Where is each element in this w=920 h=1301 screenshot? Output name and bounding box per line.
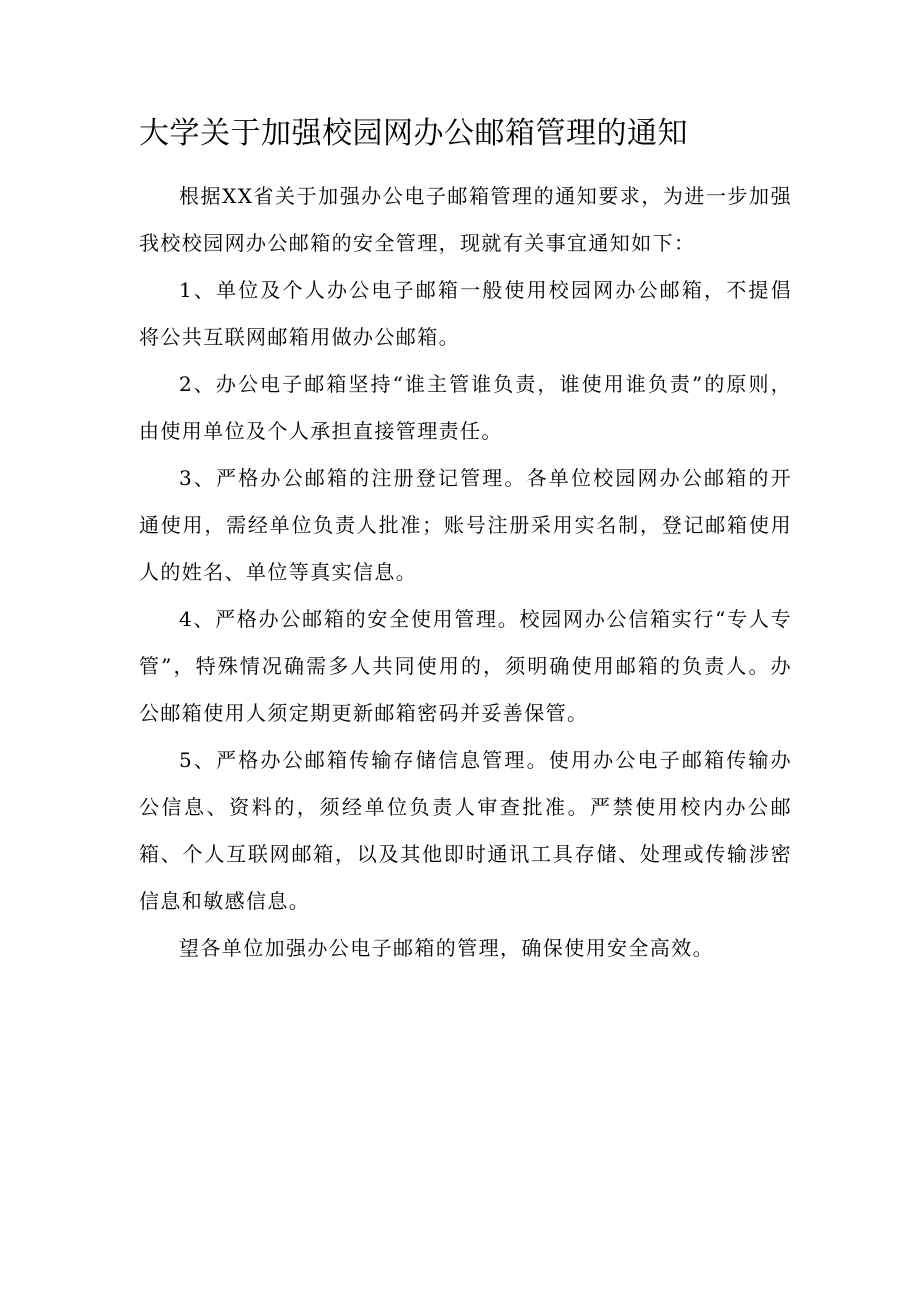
paragraph-item-1: 1、单位及个人办公电子邮箱一般使用校园网办公邮箱，不提倡将公共互联网邮箱用做办公邮箱。 <box>139 278 792 349</box>
paragraph-item-5: 5、严格办公邮箱传输存储信息管理。使用办公电子邮箱传输办公信息、资料的，须经单位负责人审查批准。严禁使用校内办公邮箱、个人互联网邮箱，以及其他即时通讯工具存储、处理或传输涉密信息和敏感信息。 <box>139 748 792 913</box>
document-title: 大学关于加强校园网办公邮箱管理的通知 <box>139 116 688 151</box>
document-body <box>139 173 792 972</box>
paragraph-intro: 根据XX省关于加强办公电子邮箱管理的通知要求，为进一步加强我校校园网办公邮箱的安全管理，现就有关事宜通知如下： <box>139 184 792 255</box>
paragraph-closing: 望各单位加强办公电子邮箱的管理，确保使用安全高效。 <box>179 936 714 960</box>
paragraph-item-2: 2、办公电子邮箱坚持“谁主管谁负责，谁使用谁负责”的原则，由使用单位及个人承担直接管理责任。 <box>139 372 792 443</box>
paragraph-item-3: 3、严格办公邮箱的注册登记管理。各单位校园网办公邮箱的开通使用，需经单位负责人批准；账号注册采用实名制，登记邮箱使用人的姓名、单位等真实信息。 <box>139 466 792 584</box>
paragraph-item-4: 4、严格办公邮箱的安全使用管理。校园网办公信箱实行“专人专管”，特殊情况确需多人共同使用的，须明确使用邮箱的负责人。办公邮箱使用人须定期更新邮箱密码并妥善保管。 <box>139 607 792 725</box>
